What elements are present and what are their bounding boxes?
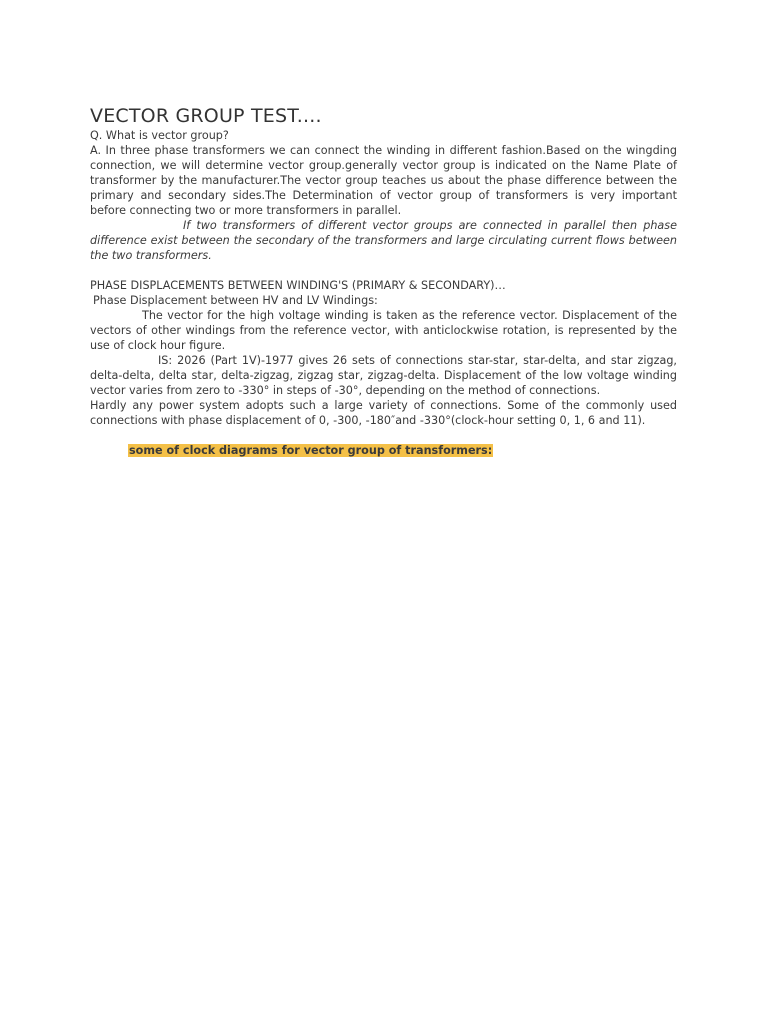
common-connections-paragraph: Hardly any power system adopts such a large variety of connections. Some of the commonly used connections with phase displacement of 0, -300, -180″and -330°(clock-hour setting 0, 1, 6 and 11). (90, 399, 677, 427)
document-title: VECTOR GROUP TEST.... (90, 105, 322, 127)
paragraph-spacer (90, 263, 677, 278)
is-standard-paragraph: IS: 2026 (Part 1V)-1977 gives 26 sets of connections star-star, star-delta, and star zigzag, delta-delta, delta star, delta-zigzag, zigzag star, zigzag-delta. Displacement of the low voltage winding vector varies from zero to -330° in steps of -30°, depending on the method of connections. (90, 354, 677, 397)
document-page (90, 104, 677, 458)
section-heading: PHASE DISPLACEMENTS BETWEEN WINDING'S (PRIMARY & SECONDARY)… (90, 279, 506, 292)
highlighted-caption: some of clock diagrams for vector group of transformers: (129, 444, 493, 457)
subheading: Phase Displacement between HV and LV Windings: (93, 294, 378, 307)
question-text: Q. What is vector group? (90, 129, 229, 142)
parallel-note-paragraph: If two transformers of different vector groups are connected in parallel then phase difference exist between the secondary of the transformers and large circulating current flows between the two transformers. (90, 219, 677, 262)
answer-paragraph: A. In three phase transformers we can connect the winding in different fashion.Based on the wingding connection, we will determine vector group.generally vector group is indicated on the Name Plate of transformer by the manufacturer.The vector group teaches us about the phase difference between the primary and secondary sides.The Determination of vector group of transformers is very important before connecting two or more transformers in parallel. (90, 144, 677, 217)
reference-vector-paragraph: The vector for the high voltage winding is taken as the reference vector. Displacement of the vectors of other windings from the reference vector, with anticlockwise rotation, is represented by the use of clock hour figure. (90, 309, 677, 352)
highlight-line (90, 439, 677, 458)
